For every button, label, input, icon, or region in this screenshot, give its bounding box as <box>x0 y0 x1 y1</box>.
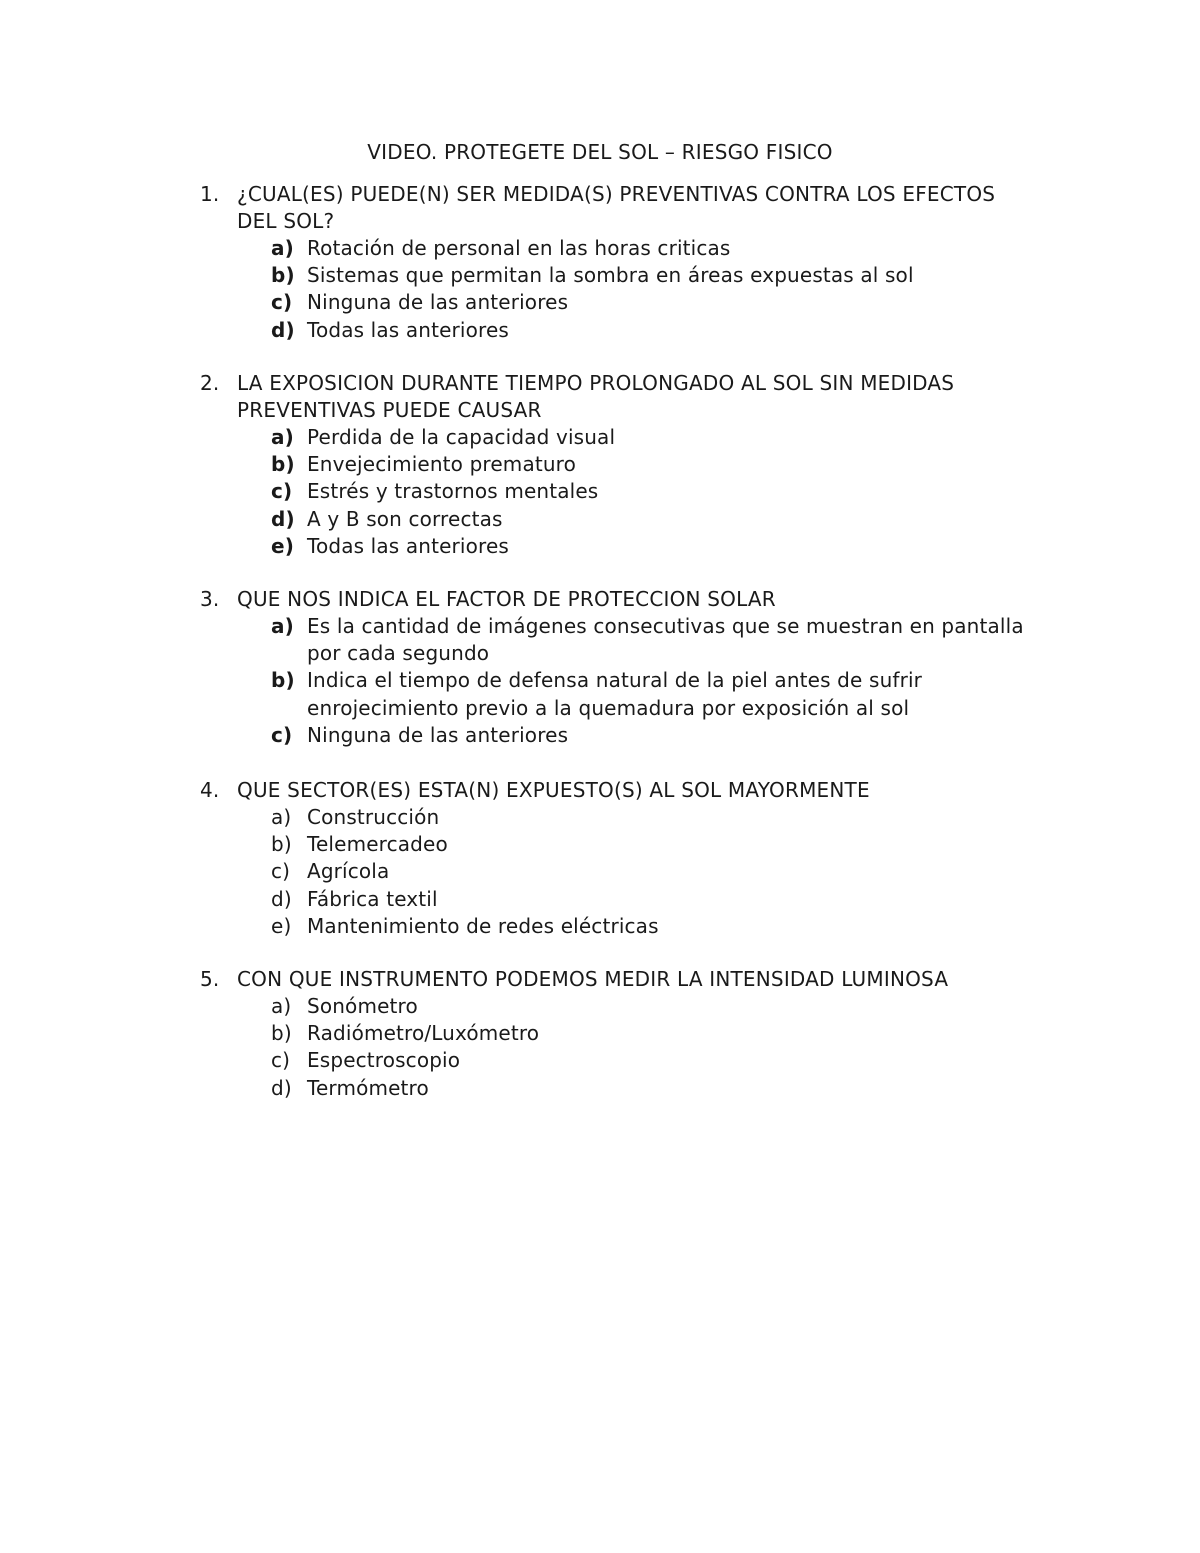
answer-options <box>200 804 1040 940</box>
option-text: Ninguna de las anteriores <box>307 722 569 747</box>
question-text: QUE NOS INDICA EL FACTOR DE PROTECCION SOLAR <box>237 587 776 611</box>
option-letter: b) <box>271 263 295 288</box>
question-heading <box>200 966 1040 993</box>
option-text: Fábrica textil <box>307 886 438 911</box>
answer-option <box>271 289 1040 316</box>
question-text: CON QUE INSTRUMENTO PODEMOS MEDIR LA INTENSIDAD LUMINOSA <box>237 967 949 991</box>
answer-option <box>271 993 1040 1020</box>
option-letter: d) <box>271 317 295 342</box>
option-letter: a) <box>271 994 292 1018</box>
question-number: 2. <box>200 371 220 395</box>
option-text: Mantenimiento de redes eléctricas <box>307 913 659 938</box>
option-letter: b) <box>271 668 295 693</box>
option-letter: c) <box>271 859 291 884</box>
question-number: 1. <box>200 182 220 206</box>
option-text: Construcción <box>307 805 440 829</box>
option-text: Telemercadeo <box>307 832 448 857</box>
answer-option <box>271 1047 1040 1074</box>
question-4 <box>200 777 1040 940</box>
option-text: Termómetro <box>307 1075 429 1100</box>
answer-option <box>271 262 1040 289</box>
answer-option <box>271 858 1040 885</box>
option-text: Todas las anteriores <box>307 533 509 558</box>
question-1 <box>200 181 1040 344</box>
answer-option <box>271 451 1040 478</box>
option-letter: d) <box>271 1075 292 1100</box>
answer-option <box>271 317 1040 344</box>
option-text: Sistemas que permitan la sombra en áreas expuestas al sol <box>307 263 914 288</box>
document-title: VIDEO. PROTEGETE DEL SOL – RIESGO FISICO <box>367 140 833 164</box>
option-text: Estrés y trastornos mentales <box>307 479 599 504</box>
option-letter: a) <box>271 614 294 638</box>
answer-option <box>271 424 1040 451</box>
answer-option <box>271 804 1040 831</box>
option-letter: b) <box>271 832 292 857</box>
option-letter: a) <box>271 425 294 449</box>
answer-option <box>271 913 1040 940</box>
option-letter: d) <box>271 886 292 911</box>
option-text: Ninguna de las anteriores <box>307 290 569 315</box>
question-3 <box>200 586 1040 749</box>
option-text: Indica el tiempo de defensa natural de la piel antes de sufrir enrojecimiento previo a la quemadura por exposición al sol <box>307 668 923 720</box>
answer-option <box>271 831 1040 858</box>
question-number: 4. <box>200 778 220 802</box>
question-heading <box>200 181 1040 235</box>
question-heading <box>200 777 1040 804</box>
question-text: LA EXPOSICION DURANTE TIEMPO PROLONGADO AL SOL SIN MEDIDAS PREVENTIVAS PUEDE CAUSAR <box>237 371 955 422</box>
answer-options <box>200 613 1040 749</box>
option-letter: d) <box>271 506 295 531</box>
answer-options <box>200 235 1040 344</box>
answer-option <box>271 1020 1040 1047</box>
option-text: Es la cantidad de imágenes consecutivas que se muestran en pantalla por cada segundo <box>307 614 1024 666</box>
option-letter: c) <box>271 479 293 504</box>
question-text: ¿CUAL(ES) PUEDE(N) SER MEDIDA(S) PREVENTIVAS CONTRA LOS EFECTOS DEL SOL? <box>237 182 996 233</box>
question-heading <box>200 370 1040 424</box>
question-text: QUE SECTOR(ES) ESTA(N) EXPUESTO(S) AL SOL MAYORMENTE <box>237 778 870 802</box>
answer-option <box>271 1075 1040 1102</box>
answer-option <box>271 667 1040 721</box>
answer-option <box>271 235 1040 262</box>
option-text: Radiómetro/Luxómetro <box>307 1021 540 1046</box>
option-letter: b) <box>271 452 295 477</box>
option-letter: c) <box>271 1048 291 1073</box>
option-text: A y B son correctas <box>307 506 503 531</box>
option-letter: a) <box>271 236 294 260</box>
option-letter: e) <box>271 913 292 938</box>
answer-options <box>200 424 1040 560</box>
answer-options <box>200 993 1040 1102</box>
answer-option <box>271 506 1040 533</box>
option-text: Rotación de personal en las horas criticas <box>307 236 731 260</box>
option-text: Espectroscopio <box>307 1048 461 1073</box>
option-letter: b) <box>271 1021 292 1046</box>
answer-option <box>271 722 1040 749</box>
question-5 <box>200 966 1040 1102</box>
question-2 <box>200 370 1040 560</box>
option-text: Sonómetro <box>307 994 418 1018</box>
option-text: Todas las anteriores <box>307 317 509 342</box>
answer-option <box>271 886 1040 913</box>
option-letter: e) <box>271 533 295 558</box>
answer-option <box>271 478 1040 505</box>
option-letter: a) <box>271 805 292 829</box>
answer-option <box>271 533 1040 560</box>
question-heading <box>200 586 1040 613</box>
question-number: 3. <box>200 587 220 611</box>
option-text: Envejecimiento prematuro <box>307 452 576 477</box>
option-text: Perdida de la capacidad visual <box>307 425 616 449</box>
option-letter: c) <box>271 290 293 315</box>
question-number: 5. <box>200 967 220 991</box>
option-text: Agrícola <box>307 859 390 884</box>
answer-option <box>271 613 1040 667</box>
option-letter: c) <box>271 722 293 747</box>
